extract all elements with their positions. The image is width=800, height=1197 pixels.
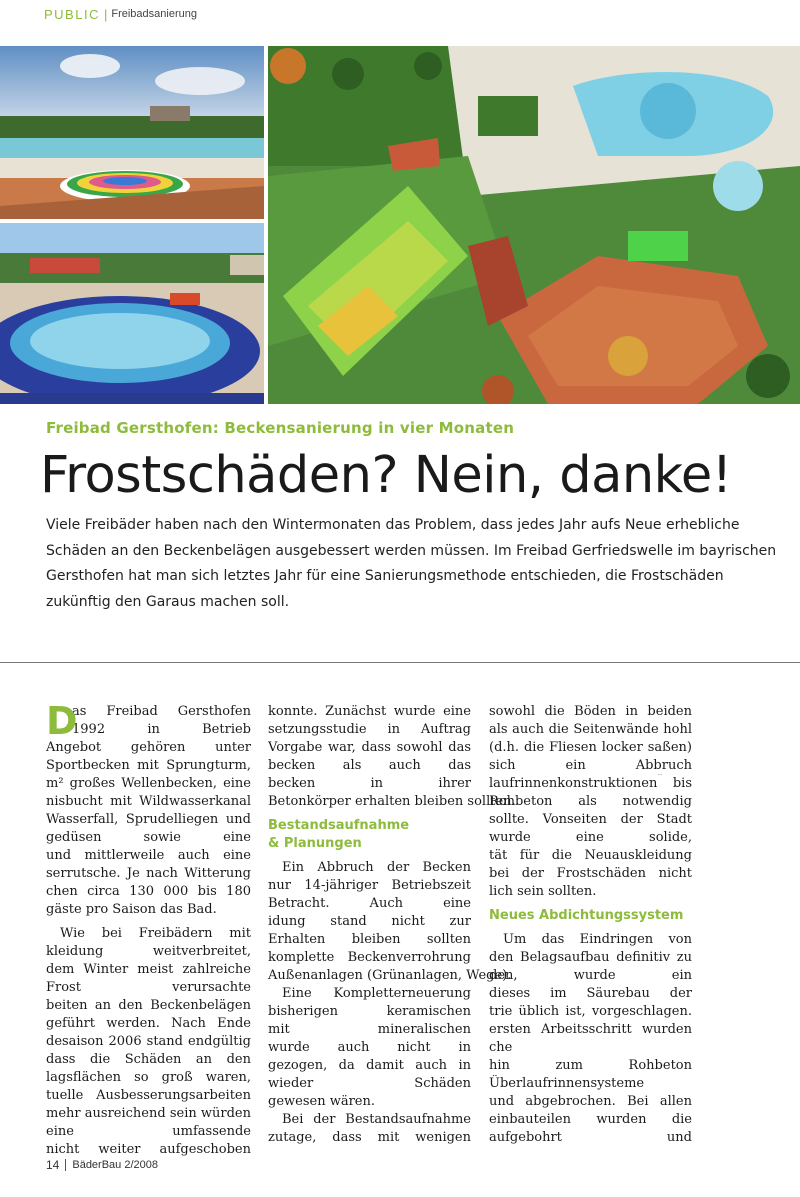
- body-line: nur 14-jähriger Betriebszeit: [268, 878, 471, 893]
- body-line: becken in ihrer: [268, 776, 471, 791]
- body-line: Um das Eindringen von: [503, 932, 692, 947]
- body-line: bisherigen keramischen: [268, 1004, 471, 1019]
- body-line: einbauteilen wurden die: [489, 1112, 692, 1127]
- body-line: wieder Schäden: [268, 1076, 471, 1091]
- body-line: lagsflächen so groß waren,: [46, 1070, 251, 1085]
- body-line: m² großes Wellenbecken, eine: [46, 776, 251, 791]
- headline: Frostschäden? Nein, danke!: [40, 446, 732, 505]
- body-line: zutage, dass mit wenigen: [268, 1130, 471, 1145]
- body-line: als auch die Seitenwände hohl: [489, 722, 692, 737]
- body-line: Wasserfall, Sprudelliegen und: [46, 812, 251, 827]
- body-column-1: [46, 699, 251, 1159]
- page-header: [44, 5, 197, 23]
- body-line: den Belagsaufbau definitiv zu: [489, 950, 692, 965]
- body-column-2: [268, 703, 516, 1147]
- body-line: Ein Abbruch der Becken: [282, 860, 471, 875]
- lead-line: Schäden an den Beckenbelägen ausgebessert werden müssen. Im Freibad Gerfriedswelle im bayrischen: [46, 542, 777, 559]
- subheading: & Planungen: [268, 836, 362, 851]
- body-line: chen circa 130 000 bis 180: [46, 884, 251, 899]
- photo-aerial-view: [268, 46, 800, 404]
- body-line: ersten Arbeitsschritt wurden: [489, 1022, 692, 1037]
- body-line: bei der Frostschäden nicht: [489, 866, 692, 881]
- body-line: sollte. Vonseiten der Stadt: [489, 812, 692, 827]
- drop-cap: D: [46, 699, 78, 743]
- body-line: (d.h. die Fliesen locker saßen): [489, 740, 692, 755]
- body-line: tät für die Neuauskleidung: [489, 848, 692, 863]
- body-line: Wie bei Freibädern mit: [60, 926, 251, 941]
- body-line: komplette Beckenverrohrung: [268, 950, 471, 965]
- body-line: lich sein sollten.: [489, 884, 597, 899]
- body-line: nicht weiter aufgeschoben: [46, 1142, 251, 1157]
- body-line: Sportbecken mit Sprungturm,: [46, 758, 251, 773]
- body-line: und abgebrochen. Bei allen: [489, 1094, 692, 1109]
- photo-kids-pool: [0, 223, 264, 404]
- lead-paragraph: [46, 513, 777, 616]
- lead-line: Gersthofen hat man sich letztes Jahr für eine Sanierungsmethode entschieden, die Frostschäden: [46, 568, 724, 585]
- subheading: Bestandsaufnahme: [268, 818, 410, 833]
- body-line: desaison 2006 stand endgültig: [46, 1034, 251, 1049]
- body-line: nisbucht mit Wildwasserkanal: [46, 794, 251, 809]
- body-line: as Freibad Gersthofen: [72, 704, 251, 719]
- body-line: gedüsen sowie eine: [46, 830, 251, 845]
- page-footer: [46, 1158, 158, 1172]
- body-line: aufgebohrt und: [489, 1130, 692, 1145]
- page-number: 14: [46, 1158, 60, 1172]
- body-line: Bei der Bestandsaufnahme: [282, 1112, 471, 1127]
- topic-label: Freibadsanierung: [111, 8, 197, 20]
- body-line: Außenanlagen (Grünanlagen, Wege).: [268, 968, 512, 983]
- header-separator: |: [103, 6, 108, 22]
- body-line: kleidung weitverbreitet,: [46, 944, 251, 959]
- body-line: idung stand nicht zur: [268, 914, 471, 929]
- lead-line: Viele Freibäder haben nach den Wintermonaten das Problem, dass jedes Jahr aufs Neue erhebliche: [46, 517, 740, 533]
- body-line: mehr ausreichend sein würden: [46, 1106, 251, 1121]
- body-line: beiten an den Beckenbelägen: [46, 998, 251, 1013]
- subheading: Neues Abdichtungssystem: [489, 908, 684, 923]
- body-line: eine umfassende: [46, 1124, 251, 1139]
- body-line: gäste pro Saison das Bad.: [46, 902, 217, 917]
- body-line: Angebot gehören unter: [46, 740, 251, 755]
- body-line: Betracht. Auch eine: [268, 896, 471, 911]
- body-line: dass die Schäden an den: [46, 1052, 251, 1067]
- body-line: tuelle Ausbesserungsarbeiten: [46, 1088, 251, 1103]
- body-line: Rohbeton als notwendig: [489, 794, 692, 809]
- body-line: Vorgabe war, dass sowohl das: [268, 740, 471, 755]
- body-line: wurde auch nicht in: [268, 1040, 471, 1055]
- body-line: und mittlerweile auch eine: [46, 848, 251, 863]
- body-line: becken als auch das: [268, 758, 471, 773]
- lead-line: zukünftig den Garaus machen soll.: [46, 594, 290, 611]
- photo-collage: [0, 46, 800, 404]
- publication-name: BäderBau 2/2008: [72, 1159, 158, 1171]
- body-line: serrutsche. Je nach Witterung: [46, 866, 251, 881]
- body-line: che: [489, 1040, 513, 1055]
- body-column-3: [489, 703, 692, 1147]
- body-line: gewesen wären.: [268, 1094, 375, 1109]
- body-line: geführt werden. Nach Ende: [46, 1016, 251, 1031]
- body-line: mit mineralischen: [268, 1022, 471, 1037]
- body-line: Erhalten bleiben sollten: [268, 932, 471, 947]
- divider-rule: [0, 662, 800, 663]
- photo-sport-pool: [0, 46, 264, 219]
- body-line: Eine Kompletterneuerung: [282, 986, 471, 1001]
- body-line: wurde eine solide,: [489, 830, 692, 845]
- body-line: 1992 in Betrieb: [72, 722, 251, 737]
- body-line: laufrinnenkonstruktionen bis: [489, 776, 692, 791]
- body-line: den, wurde ein: [489, 968, 692, 983]
- body-line: sich ein Abbruch: [489, 758, 692, 773]
- body-line: dieses im Säurebau der: [489, 986, 692, 1001]
- kicker: Freibad Gersthofen: Beckensanierung in vier Monaten: [46, 419, 515, 437]
- body-line: sowohl die Böden in beiden: [489, 704, 692, 719]
- footer-separator: [65, 1159, 66, 1171]
- body-line: setzungsstudie in Auftrag: [268, 722, 471, 737]
- body-line: trie üblich ist, vorgeschlagen.: [489, 1004, 692, 1019]
- body-line: Überlaufrinnensysteme: [489, 1076, 645, 1091]
- body-line: Frost verursachte: [46, 980, 251, 995]
- body-line: dem Winter meist zahlreiche: [46, 962, 251, 977]
- body-line: konnte. Zunächst wurde eine: [268, 704, 471, 719]
- body-line: Betonkörper erhalten bleiben sollten.: [268, 794, 516, 809]
- body-line: hin zum Rohbeton: [489, 1058, 692, 1073]
- body-line: gezogen, da damit auch in: [268, 1058, 471, 1073]
- section-label: PUBLIC: [44, 6, 100, 22]
